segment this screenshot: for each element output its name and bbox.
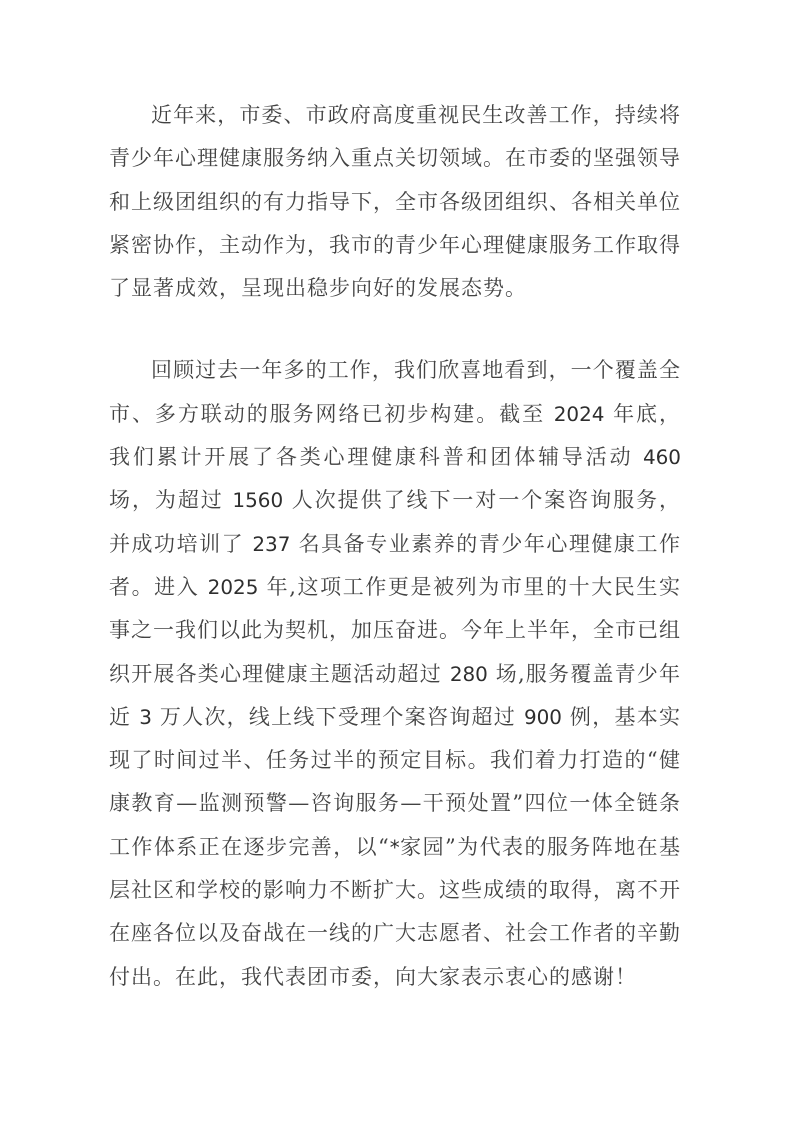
latin-number: 2025 [207,574,259,599]
latin-number: 237 [252,531,291,556]
latin-number: * [389,834,400,859]
latin-number: 3 [139,704,152,729]
paragraph-overview: 近年来，市委、市政府高度重视民生改善工作，持续将青少年心理健康服务纳入重点关切领域。在市委的坚强领导和上级团组织的有力指导下，全市各级团组织、各相关单位紧密协作，主动作为，我市的青少年心理健康服务工作取得了显著成效，呈现出稳步向好的发展态势。 [109,103,681,301]
latin-number: 2024 [553,401,605,426]
latin-number: 900 [523,704,562,729]
latin-number: 460 [642,445,681,470]
latin-number: 280 [449,661,488,686]
latin-number: 1560 [232,488,284,513]
paragraph-achievements: 回顾过去一年多的工作，我们欣喜地看到，一个覆盖全市、多方联动的服务网络已初步构建。截至 2024 年底，我们累计开展了各类心理健康科普和团体辅导活动 460 场，为超过 1560 人次提供了线下一对一个案咨询服务，并成功培训了 237 名具备专业素养的青少年心理健康工作者。进入 2025 年,这项工作更是被列为市里的十大民生实事之一我们以此为契机，加压奋进。今年上半年，全市已组织开展各类心理健康主题活动超过 280 场,服务覆盖青少年近 3 万人次，线上线下受理个案咨询超过 900 例，基本实现了时间过半、任务过半的预定目标。我们着力打造的“健康教育—监测预警—咨询服务—干预处置”四位一体全链条工作体系正在逐步完善，以“*家园”为代表的服务阵地在基层社区和学校的影响力不断扩大。这些成绩的取得，离不开在座各位以及奋战在一线的广大志愿者、社会工作者的辛勤付出。在此，我代表团市委，向大家表示衷心的感谢！ [109,358,681,989]
